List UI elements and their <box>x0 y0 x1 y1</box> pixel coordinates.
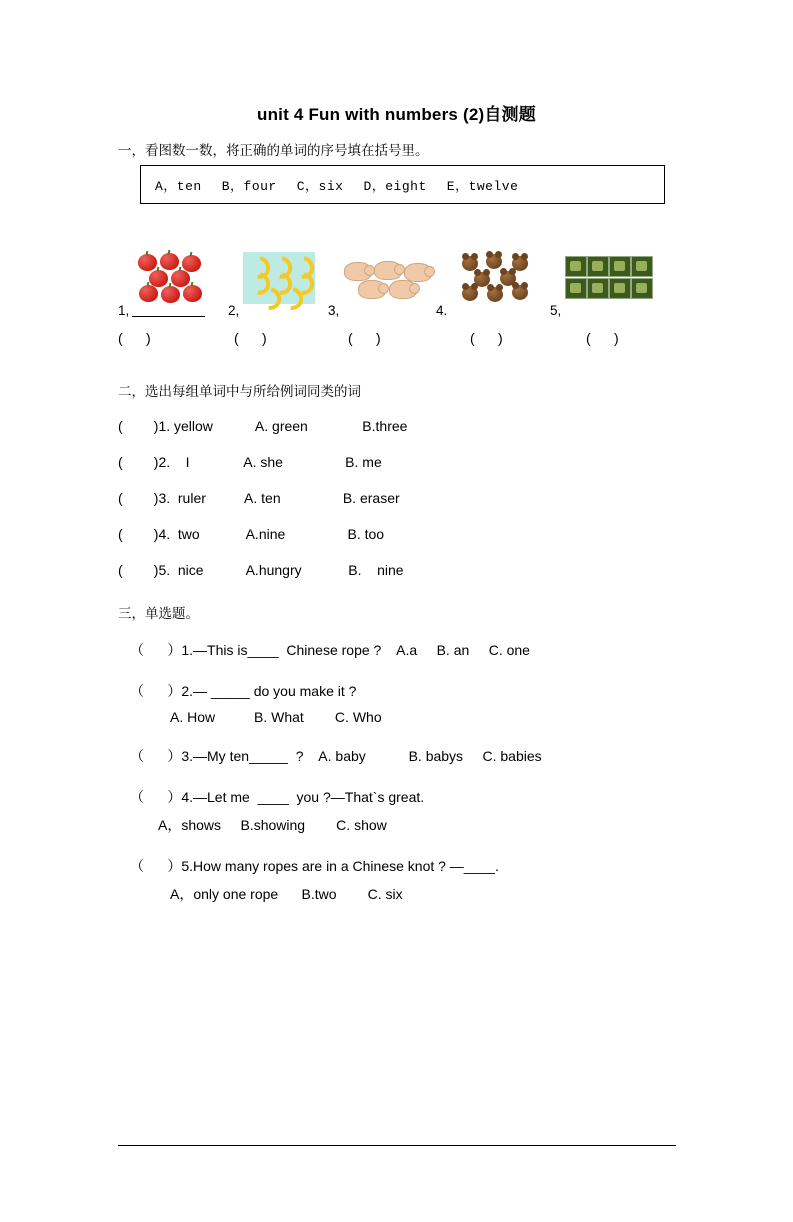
section2-heading: 二，选出每组单词中与所给例词同类的词 <box>118 384 361 399</box>
page-title: unit 4 Fun with numbers (2)自测题 <box>257 105 536 124</box>
answer-paren-1[interactable]: ( ) <box>118 330 151 346</box>
word-bank-item-1: B，four <box>221 179 277 194</box>
picture-label-2: 2, <box>228 303 240 318</box>
picture-pigs <box>342 260 442 300</box>
pictures-row <box>118 226 675 318</box>
answer-paren-4[interactable]: ( ) <box>470 330 503 346</box>
section2 <box>118 380 675 578</box>
picture-green-cards <box>565 256 655 300</box>
picture-cookies <box>456 252 538 302</box>
picture-blank-1 <box>132 315 205 317</box>
section3-question-1[interactable]: （ ）1.—This is____ Chinese rope ? A.a B. an C. one <box>130 642 530 658</box>
picture-label-3: 3, <box>328 303 340 318</box>
word-bank-item-2: C，six <box>296 179 344 194</box>
section3-question-4-options[interactable]: A，shows B.showing C. show <box>158 817 387 833</box>
word-bank-box <box>140 165 665 204</box>
answer-paren-row <box>118 330 675 352</box>
section2-question-4[interactable]: ( )4. two A.nine B. too <box>118 526 385 542</box>
picture-label-1: 1, <box>118 303 130 318</box>
word-bank-item-0: A，ten <box>155 179 202 194</box>
section3-question-5-options[interactable]: A，only one rope B.two C. six <box>170 886 403 902</box>
picture-label-4: 4. <box>436 303 448 318</box>
section3-question-2-options[interactable]: A. How B. What C. Who <box>170 709 382 725</box>
section2-question-2[interactable]: ( )2. I A. she B. me <box>118 454 382 470</box>
answer-paren-5[interactable]: ( ) <box>586 330 619 346</box>
worksheet-page <box>0 100 793 1222</box>
answer-paren-2[interactable]: ( ) <box>234 330 267 346</box>
section3-question-2[interactable]: （ ）2.— _____ do you make it ? <box>130 683 357 699</box>
section2-question-5[interactable]: ( )5. nice A.hungry B. nine <box>118 562 404 578</box>
section3-question-4[interactable]: （ ）4.—Let me ____ you ?—That`s great. <box>130 789 425 805</box>
section2-question-1[interactable]: ( )1. yellow A. green B.three <box>118 418 408 434</box>
section3 <box>118 602 675 904</box>
picture-bananas <box>243 252 315 304</box>
section1-heading: 一，看图数一数，将正确的单词的序号填在括号里。 <box>118 143 429 158</box>
section3-heading: 三，单选题。 <box>118 606 199 621</box>
picture-apples <box>136 252 206 304</box>
footer-divider <box>118 1145 676 1146</box>
answer-paren-3[interactable]: ( ) <box>348 330 381 346</box>
section2-question-3[interactable]: ( )3. ruler A. ten B. eraser <box>118 490 400 506</box>
section3-question-5[interactable]: （ ）5.How many ropes are in a Chinese knot ? —____. <box>130 858 499 874</box>
word-bank-item-3: D，eight <box>363 179 427 194</box>
section3-question-3[interactable]: （ ）3.—My ten_____ ? A. baby B. babys C. babies <box>130 748 542 764</box>
word-bank-item-4: E，twelve <box>446 179 519 194</box>
picture-label-5: 5, <box>550 303 562 318</box>
